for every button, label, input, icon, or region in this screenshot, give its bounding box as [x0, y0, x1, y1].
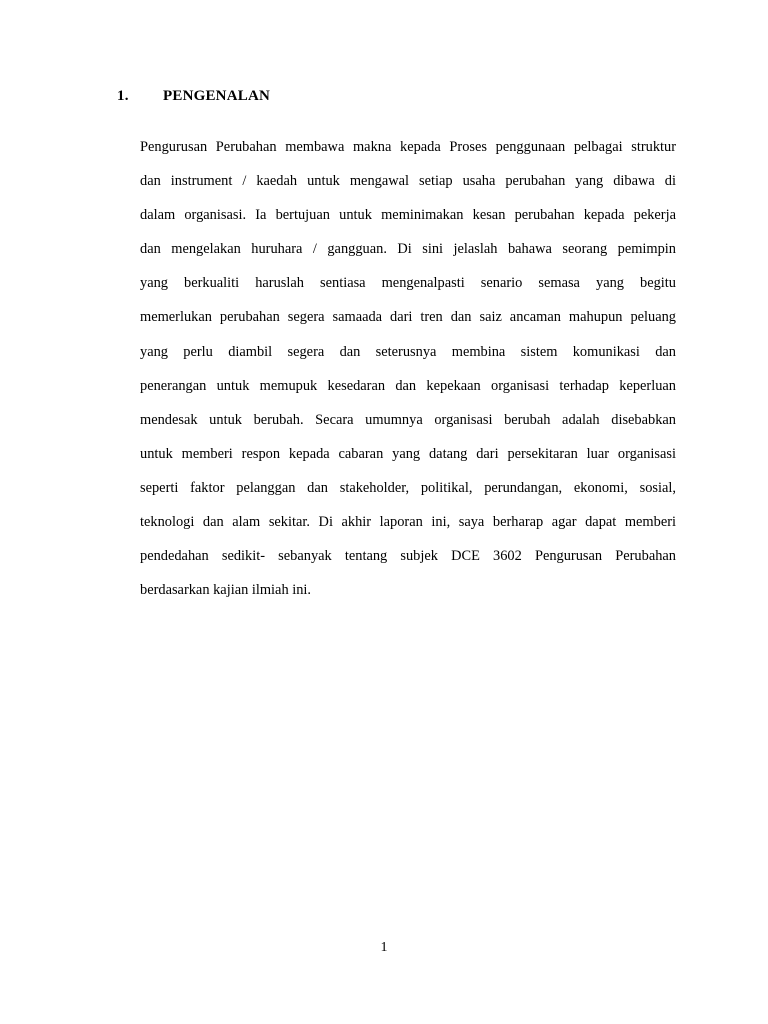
- paragraph-line: Pengurusan Perubahan membawa makna kepada Proses penggunaan pelbagai struktur: [140, 139, 676, 155]
- paragraph-line: teknologi dan alam sekitar. Di akhir laporan ini, saya berharap agar dapat memberi: [140, 514, 676, 531]
- section-number: 1.: [117, 88, 129, 104]
- section-heading: [117, 88, 270, 105]
- introduction-paragraph: [140, 130, 676, 607]
- paragraph-line: mendesak untuk berubah. Secara umumnya organisasi berubah adalah disebabkan: [140, 411, 676, 428]
- paragraph-line: dan mengelakan huruhara / gangguan. Di sini jelaslah bahawa seorang pemimpin: [140, 241, 676, 258]
- paragraph-line: yang perlu diambil segera dan seterusnya membina sistem komunikasi dan: [140, 343, 676, 360]
- paragraph-line: untuk memberi respon kepada cabaran yang datang dari persekitaran luar organisasi: [140, 445, 676, 462]
- paragraph-line: berdasarkan kajian ilmiah ini.: [140, 582, 312, 599]
- section-title: PENGENALAN: [163, 88, 271, 104]
- paragraph-line: seperti faktor pelanggan dan stakeholder, politikal, perundangan, ekonomi, sosial,: [140, 479, 676, 496]
- paragraph-line: dan instrument / kaedah untuk mengawal setiap usaha perubahan yang dibawa di: [140, 173, 676, 190]
- paragraph-line: penerangan untuk memupuk kesedaran dan kepekaan organisasi terhadap keperluan: [140, 377, 676, 394]
- paragraph-line: dalam organisasi. Ia bertujuan untuk meminimakan kesan perubahan kepada pekerja: [140, 207, 676, 224]
- page-number: 1: [380, 940, 388, 955]
- paragraph-line: pendedahan sedikit- sebanyak tentang subjek DCE 3602 Pengurusan Perubahan: [140, 548, 676, 565]
- paragraph-line: yang berkualiti haruslah sentiasa mengenalpasti senario semasa yang begitu: [140, 275, 676, 292]
- paragraph-line: memerlukan perubahan segera samaada dari tren dan saiz ancaman mahupun peluang: [140, 309, 676, 326]
